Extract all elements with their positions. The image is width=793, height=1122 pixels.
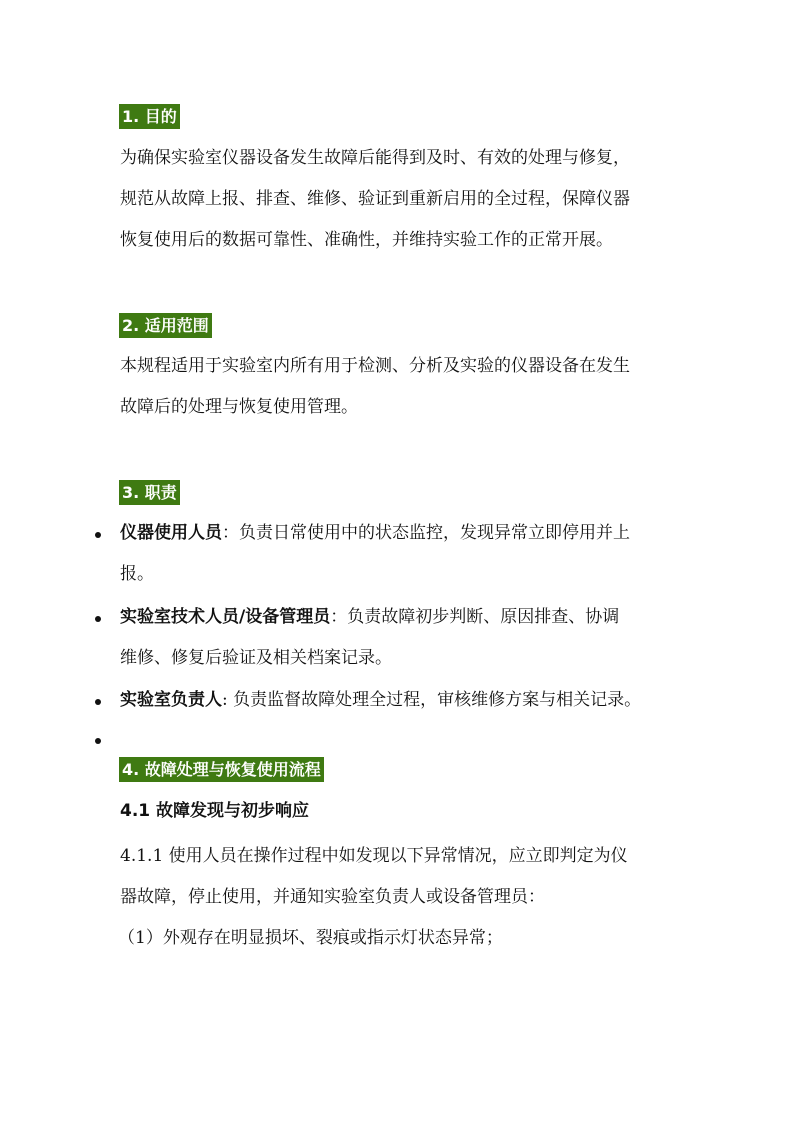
paragraph-line: 故障后的处理与恢复使用管理。 bbox=[120, 397, 358, 417]
responsibility-line: 维修、修复后验证及相关档案记录。 bbox=[120, 648, 392, 668]
responsibility-role: 仪器使用人员 bbox=[120, 523, 222, 543]
paragraph-line: 为确保实验室仪器设备发生故障后能得到及时、有效的处理与修复， bbox=[120, 148, 630, 168]
clause-4-1-1 bbox=[120, 836, 680, 918]
paragraph-line: 4.1.1 使用人员在操作过程中如发现以下异常情况，应立即判定为仪 bbox=[120, 846, 628, 866]
responsibility-separator: : bbox=[222, 690, 234, 710]
section-4-heading: 4. 故障处理与恢复使用流程 bbox=[119, 757, 324, 782]
responsibility-text: 负责监督故障处理全过程，审核维修方案与相关记录。 bbox=[233, 690, 642, 710]
responsibility-line: 报。 bbox=[120, 564, 154, 584]
section-1-paragraph bbox=[120, 138, 680, 261]
responsibility-role: 实验室负责人 bbox=[120, 690, 222, 710]
paragraph-line: 恢复使用后的数据可靠性、准确性，并维持实验工作的正常开展。 bbox=[120, 230, 613, 250]
responsibility-text: 负责故障初步判断、原因排查、协调 bbox=[347, 607, 620, 627]
responsibility-line bbox=[120, 597, 680, 638]
subsection-4-1-heading: 4.1 故障发现与初步响应 bbox=[120, 801, 310, 821]
responsibility-item bbox=[120, 680, 680, 721]
bullet-dot bbox=[95, 616, 101, 622]
responsibility-role: 实验室技术人员/设备管理员 bbox=[120, 607, 331, 627]
paragraph-line: （1）外观存在明显损坏、裂痕或指示灯状态异常； bbox=[118, 928, 503, 948]
responsibility-separator: ： bbox=[222, 523, 239, 543]
section-2-paragraph bbox=[120, 346, 680, 428]
responsibility-line bbox=[120, 680, 680, 721]
section-2-heading: 2. 适用范围 bbox=[119, 313, 212, 338]
responsibility-line bbox=[120, 513, 680, 554]
paragraph-line: 器故障，停止使用，并通知实验室负责人或设备管理员： bbox=[120, 887, 545, 907]
paragraph-line: 规范从故障上报、排查、维修、验证到重新启用的全过程，保障仪器 bbox=[120, 189, 630, 209]
section-1-heading: 1. 目的 bbox=[119, 104, 180, 129]
bullet-dot bbox=[95, 532, 101, 538]
bullet-dot bbox=[95, 699, 101, 705]
clause-item-1 bbox=[118, 918, 678, 959]
bullet-dot bbox=[95, 738, 101, 744]
paragraph-line: 本规程适用于实验室内所有用于检测、分析及实验的仪器设备在发生 bbox=[120, 356, 630, 376]
responsibility-text: 负责日常使用中的状态监控，发现异常立即停用并上 bbox=[239, 523, 630, 543]
section-3-heading: 3. 职责 bbox=[119, 480, 180, 505]
responsibility-item bbox=[120, 513, 680, 595]
responsibility-item bbox=[120, 597, 680, 679]
responsibility-separator: ： bbox=[330, 607, 348, 627]
